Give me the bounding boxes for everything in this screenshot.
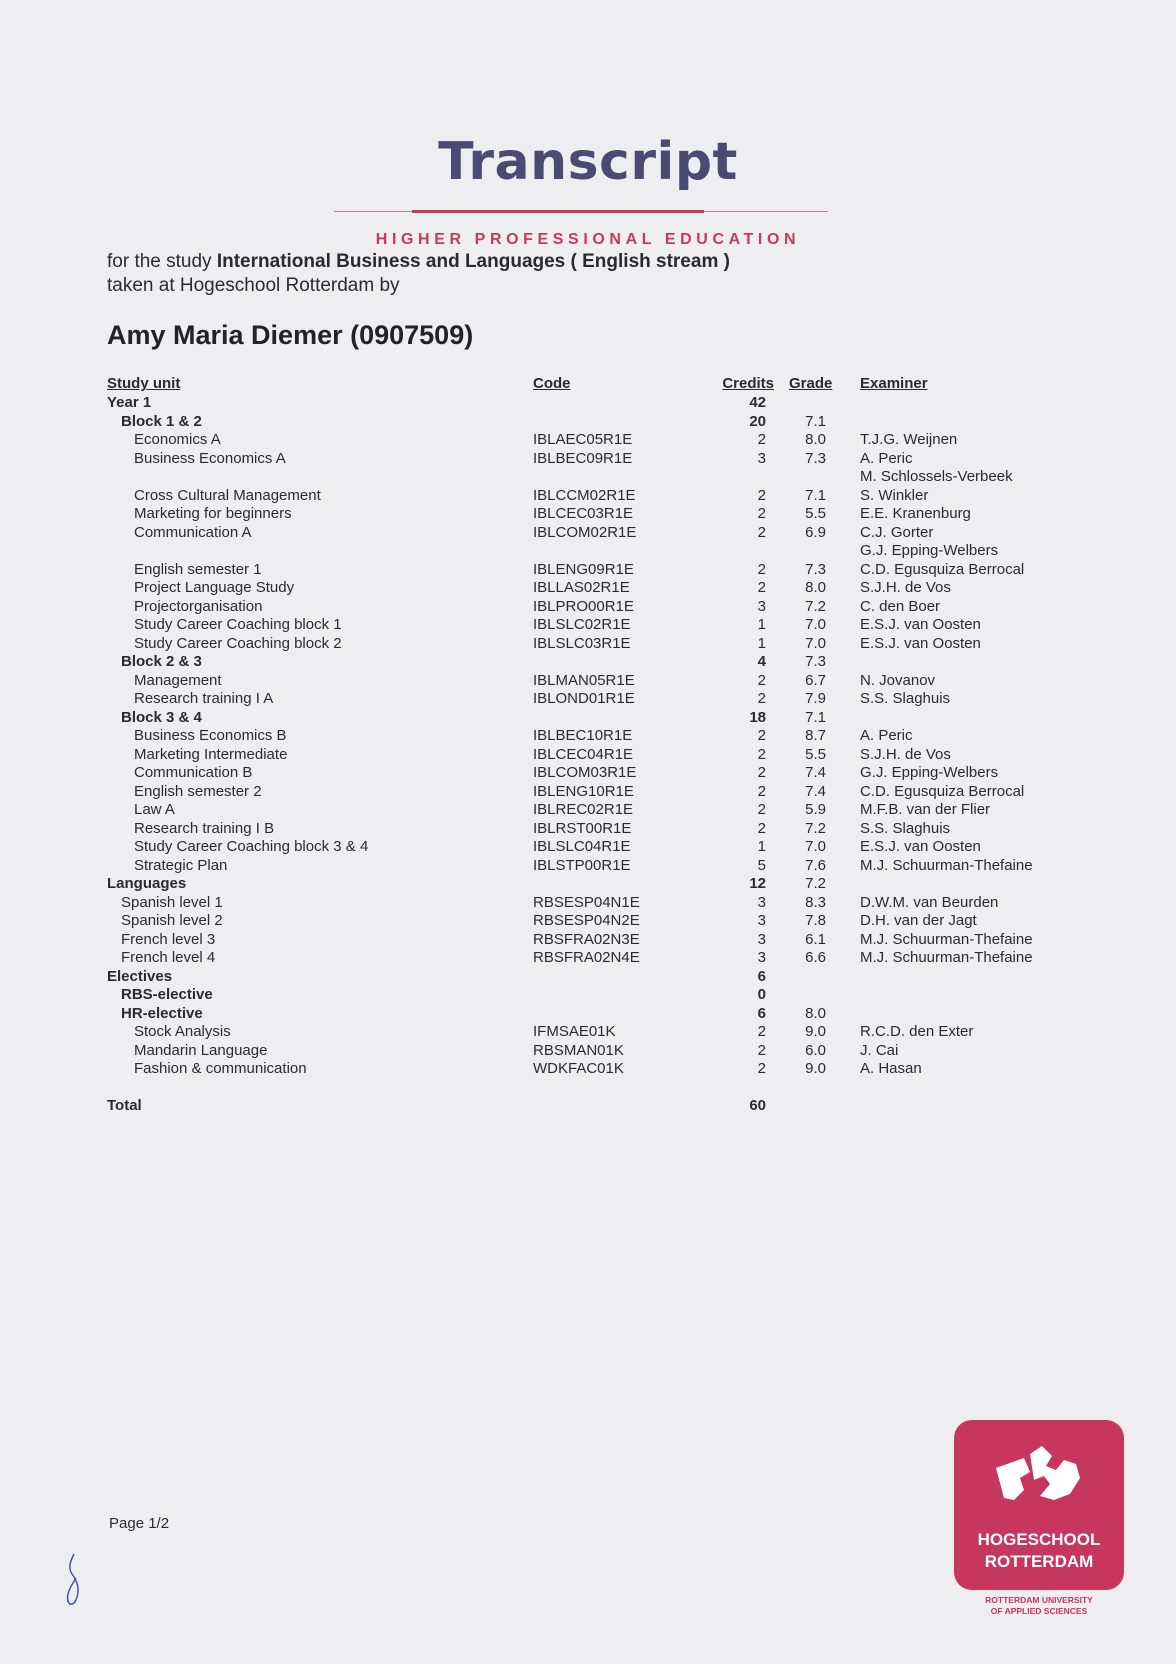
cell-grade: 8.0	[805, 431, 826, 448]
cell-examiner: E.S.J. van Oosten	[860, 838, 981, 855]
cell-unit: Business Economics B	[134, 727, 287, 744]
cell-grade: 6.0	[805, 1041, 826, 1059]
cell-credits: 6	[757, 1004, 766, 1022]
cell-credits: 1	[757, 634, 766, 652]
cell-credits: 5	[757, 856, 766, 874]
cell-credits: 2	[757, 727, 766, 744]
cell-credits: 2	[757, 782, 766, 800]
cell-unit: Marketing for beginners	[134, 505, 292, 522]
table-row	[0, 746, 1176, 765]
cell-credits: 2	[757, 523, 766, 541]
cell-examiner: A. Hasan	[860, 1060, 922, 1077]
cell-credits: 4	[757, 653, 766, 670]
cell-code: WDKFAC01K	[533, 1060, 624, 1077]
cell-grade: 6.9	[805, 523, 826, 541]
cell-grade: 7.3	[805, 560, 826, 578]
cell-code: IBLRST00R1E	[533, 819, 632, 837]
cell-examiner: D.W.M. van Beurden	[860, 893, 999, 911]
cell-credits: 18	[749, 708, 766, 726]
cell-grade: 7.0	[805, 616, 826, 633]
cell-code: IBLENG09R1E	[533, 560, 634, 578]
cell-unit: Cross Cultural Management	[134, 486, 321, 504]
table-row	[0, 450, 1176, 469]
table-row	[0, 1005, 1176, 1024]
cell-grade: 7.1	[805, 708, 826, 726]
cell-grade: 7.3	[805, 653, 826, 670]
cell-grade: 7.4	[805, 764, 826, 781]
table-row	[0, 598, 1176, 617]
cell-examiner: S.J.H. de Vos	[860, 579, 951, 596]
table-row	[0, 542, 1176, 561]
cell-credits: 1	[757, 838, 766, 855]
logo-name-line1: HOGESCHOOL	[977, 1530, 1101, 1549]
cell-grade: 5.5	[805, 745, 826, 763]
cell-code: IBLSLC02R1E	[533, 616, 631, 633]
cell-grade: 7.6	[805, 856, 826, 874]
cell-unit: Year 1	[107, 394, 152, 411]
cell-unit: Block 1 & 2	[121, 412, 202, 430]
cell-examiner: S.S. Slaghuis	[860, 690, 951, 707]
cell-grade: 5.9	[805, 801, 826, 818]
cell-unit: Languages	[107, 875, 187, 892]
grades-table	[0, 374, 1176, 1115]
cell-examiner: C.D. Egusquiza Berrocal	[860, 782, 1025, 800]
logo-name-line2: ROTTERDAM	[984, 1552, 1094, 1571]
cell-grade: 6.1	[805, 930, 826, 948]
cell-examiner: E.S.J. van Oosten	[860, 634, 981, 652]
table-spacer	[0, 1079, 1176, 1097]
cell-code: IBLSTP00R1E	[533, 856, 631, 874]
cell-examiner: C.D. Egusquiza Berrocal	[860, 560, 1025, 578]
cell-examiner: A. Peric	[860, 727, 913, 744]
cell-grade: 7.8	[805, 912, 826, 929]
table-row	[0, 949, 1176, 968]
cell-grade: 7.9	[805, 690, 826, 707]
cell-unit: Economics A	[134, 431, 221, 448]
cell-grade: 9.0	[805, 1023, 826, 1040]
title-rule-accent	[412, 210, 704, 213]
cell-grade: 7.0	[805, 838, 826, 855]
cell-examiner: S.S. Slaghuis	[860, 819, 951, 837]
table-row	[0, 524, 1176, 543]
table-row	[0, 986, 1176, 1005]
table-row	[0, 487, 1176, 506]
table-row	[0, 783, 1176, 802]
table-row	[0, 968, 1176, 987]
handwritten-initial	[60, 1550, 90, 1610]
cell-unit: Study Career Coaching block 1	[134, 616, 342, 633]
cell-examiner: M.F.B. van der Flier	[860, 801, 991, 818]
cell-unit: Projectorganisation	[134, 597, 263, 615]
total-label: Total	[107, 1096, 142, 1114]
cell-unit: Study Career Coaching block 3 & 4	[134, 838, 369, 855]
cell-grade: 7.0	[805, 634, 826, 652]
study-line	[107, 251, 730, 273]
total-credits: 60	[749, 1096, 766, 1114]
cell-code: IBLMAN05R1E	[533, 671, 635, 689]
table-row	[0, 672, 1176, 691]
cell-credits: 2	[757, 1060, 766, 1077]
cell-credits: 3	[757, 449, 766, 467]
cell-grade: 8.7	[805, 727, 826, 744]
cell-unit: Marketing Intermediate	[134, 745, 288, 763]
cell-grade: 7.1	[805, 486, 826, 504]
cell-code: RBSMAN01K	[533, 1041, 624, 1059]
cell-unit: Project Language Study	[134, 579, 295, 596]
cell-examiner: G.J. Epping-Welbers	[860, 542, 999, 559]
hogeschool-rotterdam-logo	[954, 1420, 1124, 1590]
cell-credits: 20	[749, 412, 766, 430]
table-row	[0, 579, 1176, 598]
cell-unit: Stock Analysis	[134, 1023, 231, 1040]
table-row	[0, 857, 1176, 876]
cell-grade: 7.2	[805, 597, 826, 615]
study-prefix: for the study	[107, 251, 217, 272]
cell-unit: Block 3 & 4	[121, 708, 202, 726]
cell-examiner: D.H. van der Jagt	[860, 912, 977, 929]
document-subtitle: HIGHER PROFESSIONAL EDUCATION	[375, 231, 801, 248]
table-body	[0, 394, 1176, 1079]
cell-unit: Fashion & communication	[134, 1060, 307, 1077]
cell-examiner: C. den Boer	[860, 597, 941, 615]
cell-code: IBLCCM02R1E	[533, 486, 636, 504]
cell-unit: French level 4	[121, 949, 216, 966]
cell-examiner: M.J. Schuurman-Thefaine	[860, 856, 1033, 874]
table-row	[0, 931, 1176, 950]
cell-credits: 6	[757, 967, 766, 985]
cell-grade: 7.2	[805, 819, 826, 837]
cell-code: IBLCOM03R1E	[533, 764, 637, 781]
cell-code: RBSESP04N1E	[533, 893, 640, 911]
table-row	[0, 468, 1176, 487]
table-row	[0, 912, 1176, 931]
cell-examiner: E.S.J. van Oosten	[860, 616, 981, 633]
cell-code: IBLPRO00R1E	[533, 597, 634, 615]
cell-unit: French level 3	[121, 930, 216, 948]
cell-grade: 7.3	[805, 449, 826, 467]
cell-code: IFMSAE01K	[533, 1023, 616, 1040]
cell-credits: 3	[757, 893, 766, 911]
cell-unit: English semester 1	[134, 560, 262, 578]
header-credits: Credits	[722, 375, 774, 392]
header-code: Code	[533, 375, 571, 392]
cell-examiner: M.J. Schuurman-Thefaine	[860, 949, 1033, 966]
cell-credits: 2	[757, 801, 766, 818]
table-row	[0, 1060, 1176, 1079]
total-row	[0, 1097, 1176, 1116]
table-row	[0, 616, 1176, 635]
cell-code: RBSESP04N2E	[533, 912, 640, 929]
table-row	[0, 894, 1176, 913]
cell-credits: 0	[757, 986, 766, 1003]
cell-unit: Strategic Plan	[134, 856, 228, 874]
logo-subtitle-line1: ROTTERDAM UNIVERSITY	[985, 1595, 1093, 1605]
cell-unit: Research training I B	[134, 819, 275, 837]
cell-credits: 2	[757, 690, 766, 707]
cell-credits: 2	[757, 745, 766, 763]
cell-code: IBLCOM02R1E	[533, 523, 637, 541]
cell-code: IBLCEC04R1E	[533, 745, 634, 763]
cell-unit: RBS-elective	[121, 986, 213, 1003]
cell-code: IBLENG10R1E	[533, 782, 634, 800]
cell-code: IBLBEC09R1E	[533, 449, 633, 467]
header-examiner: Examiner	[860, 375, 928, 392]
institution-line: taken at Hogeschool Rotterdam by	[107, 275, 400, 296]
table-row	[0, 413, 1176, 432]
table-row	[0, 1042, 1176, 1061]
cell-credits: 2	[757, 560, 766, 578]
cell-grade: 8.0	[805, 579, 826, 596]
cell-code: IBLSLC03R1E	[533, 634, 631, 652]
cell-unit: Spanish level 2	[121, 912, 223, 929]
cell-credits: 3	[757, 949, 766, 966]
table-row	[0, 394, 1176, 413]
cell-grade: 6.6	[805, 949, 826, 966]
cell-grade: 7.2	[805, 875, 826, 892]
logo-subtitle-line2: OF APPLIED SCIENCES	[990, 1606, 1088, 1616]
cell-unit: Communication B	[134, 764, 253, 781]
cell-credits: 2	[757, 819, 766, 837]
cell-credits: 3	[757, 597, 766, 615]
cell-examiner: E.E. Kranenburg	[860, 505, 971, 522]
cell-credits: 2	[757, 579, 766, 596]
cell-code: IBLBEC10R1E	[533, 727, 633, 744]
table-row	[0, 764, 1176, 783]
cell-unit: Study Career Coaching block 2	[134, 634, 342, 652]
cell-grade: 7.1	[805, 412, 826, 430]
cell-credits: 3	[757, 930, 766, 948]
cell-unit: Electives	[107, 967, 173, 985]
cell-code: IBLSLC04R1E	[533, 838, 631, 855]
cell-examiner: J. Cai	[860, 1041, 899, 1059]
table-header	[0, 374, 1176, 394]
cell-unit: Mandarin Language	[134, 1041, 268, 1059]
cell-examiner: G.J. Epping-Welbers	[860, 764, 999, 781]
cell-examiner: T.J.G. Weijnen	[860, 431, 958, 448]
cell-grade: 7.4	[805, 782, 826, 800]
cell-credits: 12	[749, 875, 766, 892]
cell-credits: 3	[757, 912, 766, 929]
cell-code: RBSFRA02N4E	[533, 949, 640, 966]
document-title: Transcript	[438, 132, 738, 192]
cell-examiner: N. Jovanov	[860, 671, 936, 689]
cell-grade: 9.0	[805, 1060, 826, 1077]
study-name: International Business and Languages ( English stream )	[216, 251, 730, 272]
cell-grade: 8.3	[805, 893, 826, 911]
table-row	[0, 431, 1176, 450]
cell-code: RBSFRA02N3E	[533, 930, 640, 948]
table-row	[0, 1023, 1176, 1042]
cell-credits: 2	[757, 764, 766, 781]
cell-unit: Research training I A	[134, 690, 274, 707]
cell-credits: 1	[757, 616, 766, 633]
cell-credits: 2	[757, 1041, 766, 1059]
cell-credits: 2	[757, 431, 766, 448]
cell-unit: HR-elective	[121, 1004, 203, 1022]
cell-credits: 2	[757, 505, 766, 522]
cell-unit: Business Economics A	[134, 449, 286, 467]
cell-code: IBLLAS02R1E	[533, 579, 630, 596]
table-row	[0, 561, 1176, 580]
cell-credits: 2	[757, 671, 766, 689]
page-number: Page 1/2	[109, 1515, 170, 1532]
header-grade: Grade	[789, 375, 833, 392]
table-row	[0, 709, 1176, 728]
cell-unit: Block 2 & 3	[121, 653, 202, 670]
cell-code: IBLOND01R1E	[533, 690, 635, 707]
cell-code: IBLCEC03R1E	[533, 505, 634, 522]
cell-examiner: R.C.D. den Exter	[860, 1023, 974, 1040]
cell-code: IBLAEC05R1E	[533, 431, 633, 448]
cell-unit: Law A	[134, 801, 175, 818]
cell-code: IBLREC02R1E	[533, 801, 634, 818]
table-row	[0, 727, 1176, 746]
table-row	[0, 635, 1176, 654]
cell-credits: 2	[757, 1023, 766, 1040]
table-row	[0, 820, 1176, 839]
table-row	[0, 801, 1176, 820]
table-row	[0, 505, 1176, 524]
cell-unit: Management	[134, 671, 222, 689]
cell-examiner: S. Winkler	[860, 486, 929, 504]
table-row	[0, 690, 1176, 709]
cell-credits: 42	[749, 394, 766, 411]
table-row	[0, 875, 1176, 894]
student-name: Amy Maria Diemer (0907509)	[107, 320, 474, 350]
cell-grade: 8.0	[805, 1004, 826, 1022]
cell-unit: Communication A	[134, 523, 252, 541]
cell-unit: English semester 2	[134, 782, 262, 800]
cell-unit: Spanish level 1	[121, 893, 223, 911]
table-row	[0, 838, 1176, 857]
cell-examiner: A. Peric	[860, 449, 913, 467]
cell-credits: 2	[757, 486, 766, 504]
logo-emblem-icon	[990, 1438, 1090, 1520]
cell-examiner: S.J.H. de Vos	[860, 745, 951, 763]
cell-examiner: M. Schlossels-Verbeek	[860, 468, 1013, 485]
table-row	[0, 653, 1176, 672]
cell-grade: 5.5	[805, 505, 826, 522]
header-study-unit: Study unit	[107, 375, 181, 392]
cell-examiner: C.J. Gorter	[860, 523, 934, 541]
cell-examiner: M.J. Schuurman-Thefaine	[860, 930, 1033, 948]
cell-grade: 6.7	[805, 671, 826, 689]
